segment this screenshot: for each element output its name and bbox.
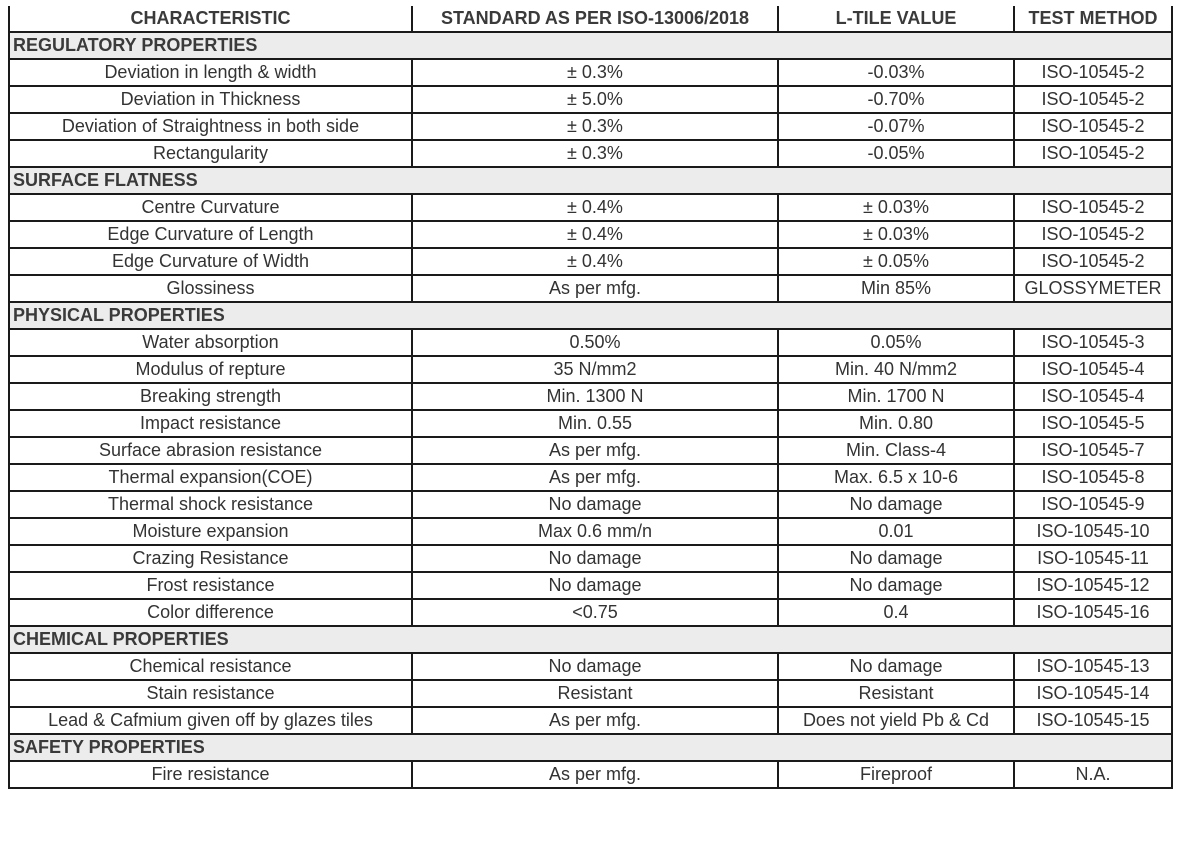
cell-characteristic: Surface abrasion resistance [9,437,412,464]
cell-ltile-value: -0.03% [778,59,1014,86]
cell-characteristic: Lead & Cafmium given off by glazes tiles [9,707,412,734]
cell-test-method: ISO-10545-2 [1014,113,1172,140]
cell-test-method: ISO-10545-7 [1014,437,1172,464]
table-row [9,491,1172,518]
cell-ltile-value: Min. 40 N/mm2 [778,356,1014,383]
cell-test-method: ISO-10545-14 [1014,680,1172,707]
cell-standard: ± 0.3% [412,59,778,86]
table-row [9,59,1172,86]
table-row [9,113,1172,140]
header-test-method: TEST METHOD [1014,6,1172,32]
cell-standard: 35 N/mm2 [412,356,778,383]
cell-test-method: ISO-10545-3 [1014,329,1172,356]
cell-characteristic: Rectangularity [9,140,412,167]
cell-standard: Min. 1300 N [412,383,778,410]
cell-ltile-value: ± 0.03% [778,194,1014,221]
cell-characteristic: Edge Curvature of Length [9,221,412,248]
section-row [9,32,1172,59]
cell-test-method: ISO-10545-9 [1014,491,1172,518]
cell-characteristic: Thermal shock resistance [9,491,412,518]
cell-ltile-value: 0.05% [778,329,1014,356]
cell-ltile-value: Min 85% [778,275,1014,302]
cell-characteristic: Deviation in length & width [9,59,412,86]
table-row [9,464,1172,491]
cell-characteristic: Glossiness [9,275,412,302]
table-row [9,707,1172,734]
header-standard: STANDARD AS PER ISO-13006/2018 [412,6,778,32]
cell-characteristic: Frost resistance [9,572,412,599]
cell-standard: Resistant [412,680,778,707]
section-title: SURFACE FLATNESS [9,167,1172,194]
cell-standard: No damage [412,572,778,599]
cell-ltile-value: No damage [778,572,1014,599]
cell-test-method: ISO-10545-15 [1014,707,1172,734]
table-row [9,545,1172,572]
table-row [9,221,1172,248]
cell-standard: No damage [412,491,778,518]
cell-test-method: ISO-10545-4 [1014,356,1172,383]
cell-characteristic: Fire resistance [9,761,412,788]
cell-standard: Min. 0.55 [412,410,778,437]
cell-test-method: ISO-10545-16 [1014,599,1172,626]
cell-standard: Max 0.6 mm/n [412,518,778,545]
section-title: SAFETY PROPERTIES [9,734,1172,761]
cell-characteristic: Deviation in Thickness [9,86,412,113]
cell-characteristic: Deviation of Straightness in both side [9,113,412,140]
cell-standard: <0.75 [412,599,778,626]
table-row [9,248,1172,275]
table-row [9,275,1172,302]
cell-ltile-value: -0.05% [778,140,1014,167]
cell-characteristic: Moisture expansion [9,518,412,545]
cell-standard: As per mfg. [412,761,778,788]
cell-standard: As per mfg. [412,464,778,491]
cell-test-method: ISO-10545-2 [1014,194,1172,221]
cell-test-method: ISO-10545-11 [1014,545,1172,572]
cell-ltile-value: Min. 0.80 [778,410,1014,437]
header-row [9,6,1172,32]
cell-ltile-value: -0.07% [778,113,1014,140]
cell-standard: No damage [412,653,778,680]
cell-characteristic: Color difference [9,599,412,626]
section-row [9,302,1172,329]
cell-standard: No damage [412,545,778,572]
cell-ltile-value: Fireproof [778,761,1014,788]
cell-ltile-value: Min. Class-4 [778,437,1014,464]
section-row [9,167,1172,194]
cell-ltile-value: No damage [778,545,1014,572]
cell-standard: ± 0.4% [412,221,778,248]
cell-characteristic: Breaking strength [9,383,412,410]
cell-test-method: ISO-10545-10 [1014,518,1172,545]
cell-test-method: ISO-10545-8 [1014,464,1172,491]
cell-characteristic: Crazing Resistance [9,545,412,572]
section-title: PHYSICAL PROPERTIES [9,302,1172,329]
cell-characteristic: Impact resistance [9,410,412,437]
cell-standard: ± 5.0% [412,86,778,113]
header-ltile-value: L-TILE VALUE [778,6,1014,32]
cell-standard: ± 0.4% [412,194,778,221]
cell-standard: As per mfg. [412,707,778,734]
specification-table [8,6,1173,789]
cell-characteristic: Modulus of repture [9,356,412,383]
cell-test-method: ISO-10545-4 [1014,383,1172,410]
cell-ltile-value: Resistant [778,680,1014,707]
cell-standard: ± 0.3% [412,113,778,140]
table-row [9,653,1172,680]
cell-characteristic: Thermal expansion(COE) [9,464,412,491]
table-row [9,140,1172,167]
cell-ltile-value: 0.01 [778,518,1014,545]
section-title: REGULATORY PROPERTIES [9,32,1172,59]
cell-standard: ± 0.3% [412,140,778,167]
cell-ltile-value: -0.70% [778,86,1014,113]
cell-ltile-value: ± 0.05% [778,248,1014,275]
header-characteristic: CHARACTERISTIC [9,6,412,32]
cell-characteristic: Water absorption [9,329,412,356]
cell-standard: 0.50% [412,329,778,356]
section-row [9,626,1172,653]
cell-test-method: N.A. [1014,761,1172,788]
cell-standard: ± 0.4% [412,248,778,275]
cell-test-method: ISO-10545-2 [1014,59,1172,86]
cell-test-method: ISO-10545-2 [1014,221,1172,248]
cell-test-method: ISO-10545-5 [1014,410,1172,437]
cell-test-method: ISO-10545-13 [1014,653,1172,680]
cell-ltile-value: ± 0.03% [778,221,1014,248]
cell-ltile-value: Min. 1700 N [778,383,1014,410]
table-row [9,680,1172,707]
cell-test-method: ISO-10545-2 [1014,248,1172,275]
section-title: CHEMICAL PROPERTIES [9,626,1172,653]
cell-test-method: ISO-10545-2 [1014,86,1172,113]
table-row [9,572,1172,599]
table-row [9,437,1172,464]
cell-standard: As per mfg. [412,437,778,464]
cell-ltile-value: No damage [778,491,1014,518]
spec-table-container [8,6,1173,789]
table-row [9,329,1172,356]
table-row [9,518,1172,545]
table-row [9,383,1172,410]
cell-test-method: GLOSSYMETER [1014,275,1172,302]
table-row [9,194,1172,221]
cell-ltile-value: Does not yield Pb & Cd [778,707,1014,734]
cell-ltile-value: Max. 6.5 x 10-6 [778,464,1014,491]
table-row [9,356,1172,383]
cell-test-method: ISO-10545-12 [1014,572,1172,599]
cell-ltile-value: No damage [778,653,1014,680]
table-body [9,32,1172,788]
cell-characteristic: Stain resistance [9,680,412,707]
section-row [9,734,1172,761]
cell-characteristic: Chemical resistance [9,653,412,680]
cell-ltile-value: 0.4 [778,599,1014,626]
table-row [9,599,1172,626]
cell-characteristic: Centre Curvature [9,194,412,221]
cell-test-method: ISO-10545-2 [1014,140,1172,167]
cell-standard: As per mfg. [412,275,778,302]
table-row [9,86,1172,113]
table-header [9,6,1172,32]
table-row [9,761,1172,788]
table-row [9,410,1172,437]
cell-characteristic: Edge Curvature of Width [9,248,412,275]
